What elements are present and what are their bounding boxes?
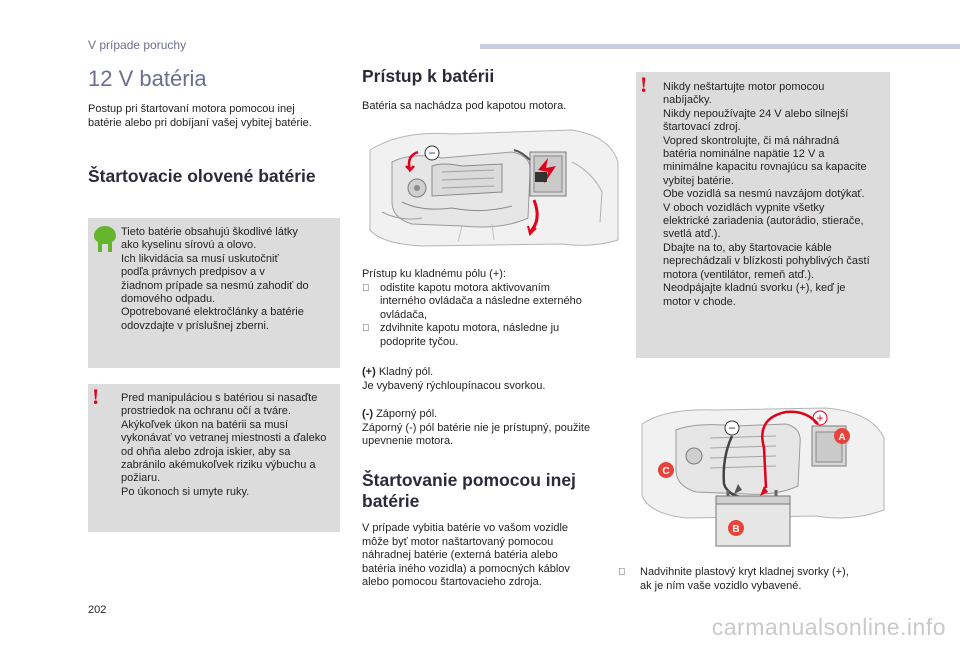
warning-line: Vopred skontrolujte, či má náhradná xyxy=(663,134,840,147)
negative-description: Záporný (-) pól batérie nie je prístupný, použite xyxy=(362,421,591,434)
step-text: odistite kapotu motora aktivovaním xyxy=(380,281,550,294)
warning-line: elektrické zariadenia (autorádio, stierače, xyxy=(663,215,864,228)
warning-line: neprechádzali v blízkosti pohyblivých častí xyxy=(663,255,870,268)
warning-line: motor v chode. xyxy=(663,295,736,308)
positive-terminal-line xyxy=(362,366,624,380)
positive-terminal-text xyxy=(362,366,624,393)
recycle-note-line: Tieto batérie obsahujú škodlivé látky xyxy=(121,226,298,238)
safety-warning-line: od ohňa alebo zdroja iskier, aby sa xyxy=(121,445,291,458)
recycle-note-line: ako kyselinu sírovú a olovo. xyxy=(121,239,257,252)
step-2-line-2: podoprite tyčou. xyxy=(380,335,459,348)
safety-warning-line: prostriedok na ochranu očí a tváre. xyxy=(121,405,291,418)
recycle-note-line: odovzdajte v príslušnej zberni. xyxy=(121,319,269,332)
figure-label-b: B xyxy=(732,524,740,535)
safety-warning-line: Akýkoľvek úkon na batérii sa musí xyxy=(121,418,289,431)
final-step-line-2: ak je ním vaše vozidlo vybavené. xyxy=(640,579,802,592)
step-1-line-3: ovládača, xyxy=(380,308,428,321)
bullet-icon xyxy=(362,282,380,296)
section-header: V prípade poruchy xyxy=(88,38,187,52)
step-1-line-2: interného ovládača a následne externého xyxy=(380,295,582,307)
jump-start-figure xyxy=(636,398,892,550)
positive-description: Je vybavený rýchloupínacou svorkou. xyxy=(362,379,546,392)
negative-symbol: (-) xyxy=(362,408,373,420)
lead-acid-heading: Štartovacie olovené batérie xyxy=(88,166,316,186)
warning-line: batéria nominálne napätie 12 V a xyxy=(663,148,825,161)
warning-line: Neodpájajte kladnú svorku (+), keď je xyxy=(663,282,846,295)
bullet-icon xyxy=(618,566,640,580)
page-number: 202 xyxy=(88,604,107,616)
final-step-text-1: Nadvihnite plastový kryt kladnej svorky (+), xyxy=(640,566,849,578)
intro-line: batérie alebo pri dobíjaní vašej vybitej batérie. xyxy=(88,117,312,129)
recycle-note-line: domového odpadu. xyxy=(121,293,216,306)
jump-start-line: náhradnej batérie (externá batéria alebo xyxy=(362,549,558,561)
recycle-note-line: žiadnom prípade sa nesmú zahodiť do xyxy=(121,279,309,292)
negative-label: Záporný pól. xyxy=(376,408,438,420)
intro-line: Postup pri štartovaní motora pomocou inej xyxy=(88,103,295,115)
warning-line: vybitej batérie. xyxy=(663,174,734,187)
step-text: zdvihnite kapotu motora, následne ju xyxy=(380,322,560,334)
step-1-line-1 xyxy=(362,282,624,296)
warning-icon: ! xyxy=(640,72,648,97)
steps-title: Prístup ku kladnému pólu (+): xyxy=(362,268,506,280)
access-intro: Batéria sa nachádza pod kapotou motora. xyxy=(362,100,567,112)
warning-line: Nikdy nepoužívajte 24 V alebo silnejší xyxy=(663,107,849,120)
jump-start-line: môže byť motor naštartovaný pomocou xyxy=(362,535,554,548)
negative-terminal-text xyxy=(362,408,624,449)
warning-line: štartovací zdroj. xyxy=(663,121,741,134)
engine-bay-figure xyxy=(362,122,624,252)
warning-line: Nikdy neštartujte motor pomocou xyxy=(663,81,825,93)
recycle-note-line: Opotrebované elektročlánky a batérie xyxy=(121,306,304,319)
negative-description: upevnenie motora. xyxy=(362,435,454,447)
figure-label-a: A xyxy=(838,432,846,443)
warning-line: Obe vozidlá sa nesmú navzájom dotýkať. xyxy=(663,188,865,201)
access-heading: Prístup k batérii xyxy=(362,66,495,86)
page-title: 12 V batéria xyxy=(88,66,207,91)
safety-warning-line: vykonávať vo vetranej miestnosti a ďaleko xyxy=(121,432,327,445)
jump-start-line: alebo pomocou štartovacieho zdroja. xyxy=(362,576,542,588)
negative-terminal-line xyxy=(362,408,624,422)
figure-plus-label: + xyxy=(816,411,824,425)
positive-symbol: (+) xyxy=(362,366,376,378)
recycle-note-line: Ich likvidácia sa musí uskutočniť xyxy=(121,252,279,265)
warning-icon: ! xyxy=(92,384,100,409)
recycle-note-line: podľa právnych predpisov a v xyxy=(121,266,265,279)
jump-start-heading-line: Štartovanie pomocou inej xyxy=(362,470,576,490)
bullet-icon xyxy=(362,322,380,336)
safety-warning-line: Po úkonoch si umyte ruky. xyxy=(121,485,250,498)
warning-line: Dbajte na to, aby štartovacie káble xyxy=(663,241,832,254)
warning-line: minimálne kapacitu rovnajúcu sa kapacite xyxy=(663,161,867,174)
step-2-line-1 xyxy=(362,322,624,336)
figure-label-c: C xyxy=(662,466,670,477)
jump-start-line: batéria iného vozidla) a pomocných káblov xyxy=(362,562,570,575)
warning-line: V oboch vozidlách vypnite všetky xyxy=(663,201,825,214)
jump-start-heading-line: batérie xyxy=(362,491,420,511)
safety-warning-line: Pred manipuláciou s batériou si nasaďte xyxy=(121,392,318,404)
header-bar xyxy=(480,44,960,49)
figure-minus-label: − xyxy=(728,421,736,435)
jump-start-text xyxy=(362,522,624,590)
access-steps xyxy=(362,268,624,349)
watermark: carmanualsonline.info xyxy=(711,614,946,640)
final-step-line-1 xyxy=(618,566,908,580)
recycle-icon xyxy=(92,224,118,258)
safety-warning-line: zabránilo akémukoľvek riziku výbuchu a xyxy=(121,459,316,472)
safety-warning-box xyxy=(88,384,340,532)
final-step-text xyxy=(618,566,908,593)
safety-warning-line: požiaru. xyxy=(121,472,161,485)
intro-text xyxy=(88,102,343,130)
warning-line: nabíjačky. xyxy=(663,94,712,107)
jump-start-line: V prípade vybitia batérie vo vašom vozidle xyxy=(362,522,569,534)
svg-text:−: − xyxy=(428,146,436,160)
jump-start-heading xyxy=(362,470,622,512)
jump-start-warning-box xyxy=(636,72,890,358)
warning-line: motora (ventilátor, remeň atď.). xyxy=(663,268,815,281)
warning-line: svetlá atď.). xyxy=(663,228,721,241)
recycle-note-box xyxy=(88,218,340,368)
positive-label: Kladný pól. xyxy=(378,366,434,378)
